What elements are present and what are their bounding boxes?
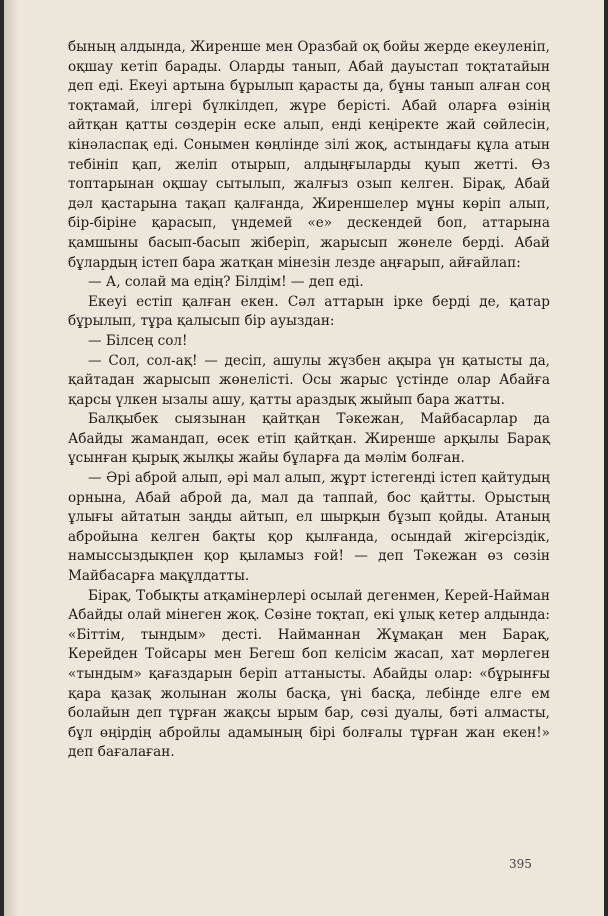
- paragraph: — Сол, сол-ақ! — десіп, ашулы жүзбен ақыра үн қатысты да, қайтадан жарысып жөнелісті. Осы жарыс үстінде олар Абайға қарсы үлкен ызалы ашу, қатты араздық жыйып бара жатты.: [68, 352, 550, 408]
- paragraph: Бірақ, Тобықты атқамінерлері осылай дегенмен, Керей-Найман Абайды олай мінеген жоқ. Сөзіне тоқтап, екі ұлық кетер алдында: «Біттім, тындым» десті. Найманнан Жұмақан мен Барақ, Керейден Тойсары мен Бегеш боп келісім жасап, хат мөрлеген «тындым» қағаздарын беріп аттанысты. Абайды олар: «бұрынғы қара қазақ жолынан жолы басқа, үні басқа, лебінде елге ем болайын деп тұрған жақсы ырым бар, сөзі дуалы, бәті алмасты, бұл өңірдің абройлы адамының бірі болғалы тұрған жан екен!» деп бағалаған.: [68, 587, 550, 761]
- book-page: [4, 0, 604, 916]
- paragraph: бының алдында, Жиренше мен Оразбай оқ бойы жерде екеуленіп, оқшау кетіп барады. Оларды танып, Абай дауыстап тоқтатайын деп еді. Екеуі артына бұрылып қарасты да, бұны танып алған соң тоқтамай, ілгері бүлкілдеп, жүре берісті. Абай оларға өзінің айтқан қатты сөздерін еске алып, енді кеңіректе жай сөйлесін, кінәласпақ еді. Сонымен көңлінде зілі жоқ, астындағы құла атын тебініп қап, желіп отырып, алдыңғыларды қуып жетті. Өз топтарынан оқшау сытылып, жалғыз озып келген. Бірақ, Абай дәл қастарына тақап қалғанда, Жиреншелер мұны көріп алып, бір-біріне қарасып, үндемей «е» дескендей боп, аттарына қамшыны басып-басып жіберіп, жарысып жөнеле берді. Абай бұлардың істеп бара жатқан мінезін лезде аңғарып, айғайлап:: [68, 39, 550, 271]
- paragraph: — Білсең сол!: [88, 332, 188, 349]
- body-text: [68, 38, 550, 763]
- paragraph: — А, солай ма едің? Білдім! — деп еді.: [88, 274, 364, 291]
- paragraph: Екеуі естіп қалған екен. Сәл аттарын ірке берді де, қатар бұрылып, тұра қалысып бір ауыздан:: [68, 293, 550, 330]
- page-number: 395: [509, 857, 532, 871]
- paragraph: — Әрі аброй алып, әрі мал алып, жұрт істегенді істеп қайтудың орнына, Абай аброй да, мал да таппай, бос қайтты. Орыстың ұлығы айтатын заңды айтып, ел шырқын бұзып қойды. Атаның абройына келген бақты қор қылғанда, осындай жігерсіздік, намыссыздықпен қор қыламыз ғой! — деп Тәкежан өз сөзін Майбасарға мақұлдатты.: [68, 470, 550, 585]
- page-spine-shadow: [4, 0, 18, 916]
- paragraph: Балқыбек сыязынан қайтқан Тәкежан, Майбасарлар да Абайды жамандап, өсек етіп қайтқан. Жиренше арқылы Барақ ұсынған қырық жылқы жайы бұларға да мәлім болған.: [68, 411, 550, 467]
